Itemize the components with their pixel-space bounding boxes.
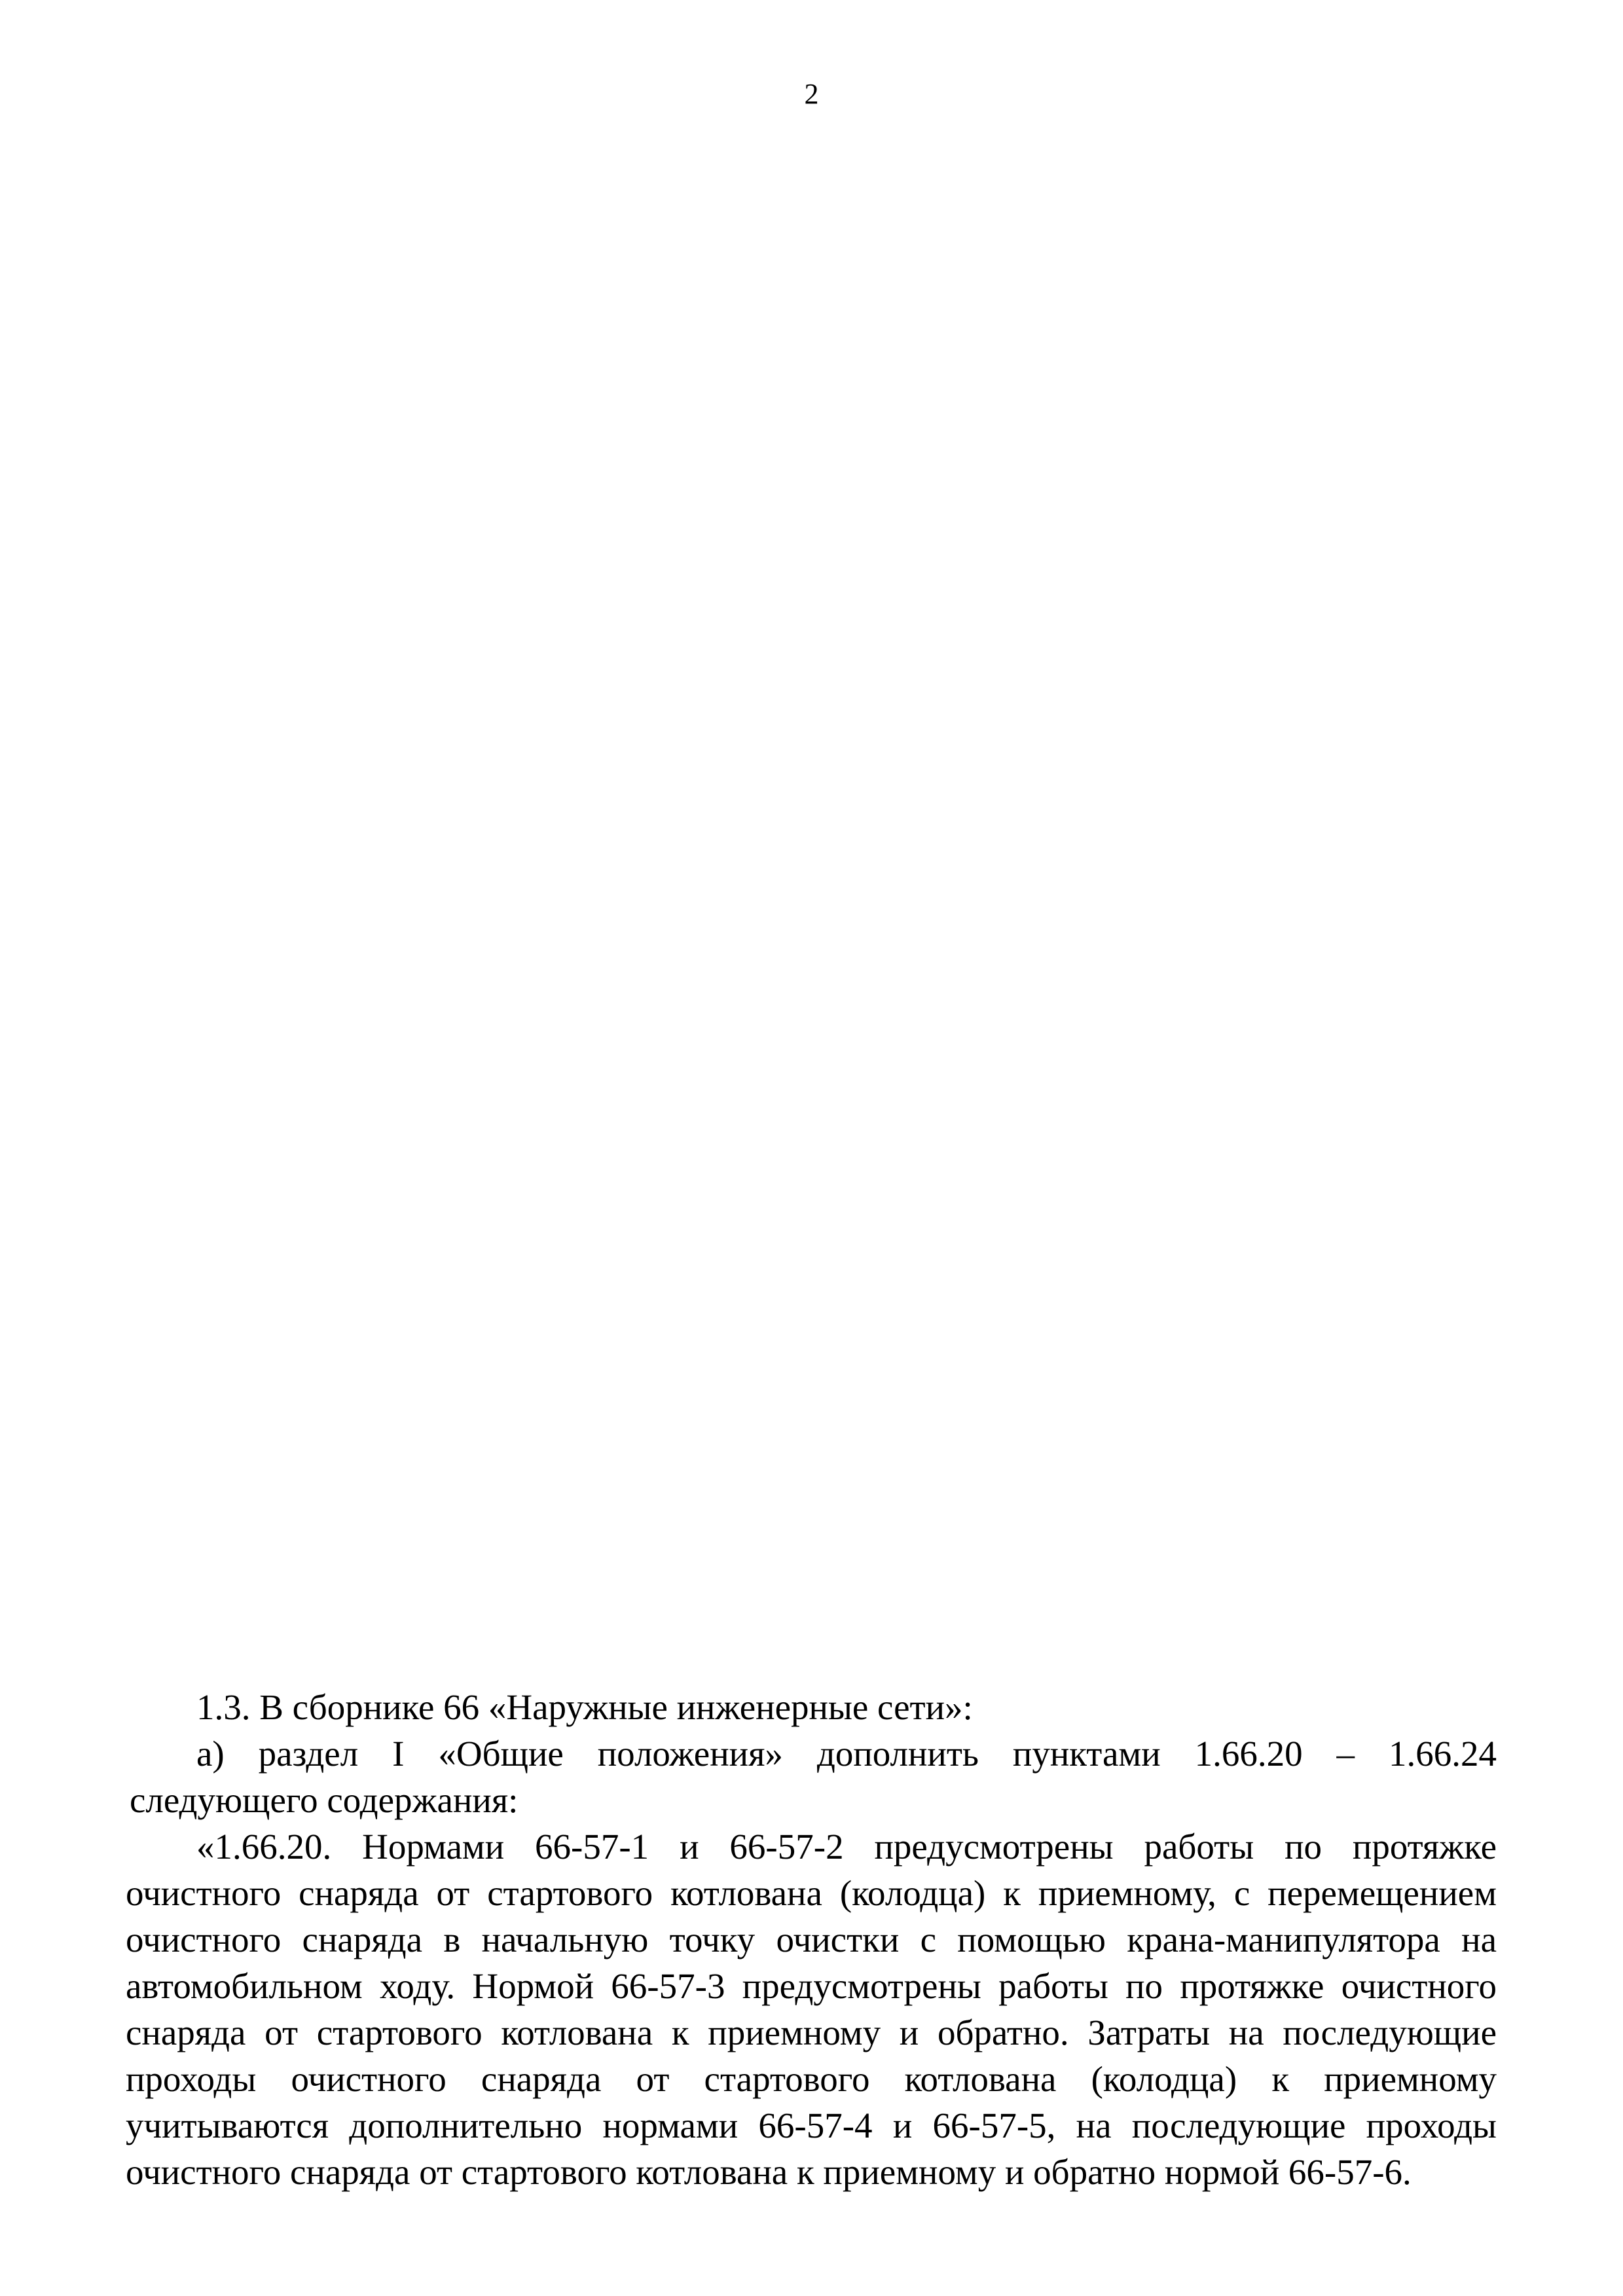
section-heading: 1.3. В сборнике 66 «Наружные инженерные сети»:	[196, 1687, 973, 1727]
document-body	[126, 1684, 1497, 2195]
clause-line: очистного снаряда от стартового котлована (колодца) к приемному, с перемещением	[126, 1873, 1497, 1913]
page-number: 2	[804, 78, 819, 110]
item-a-line-1: а) раздел I «Общие положения» дополнить пунктами 1.66.20 – 1.66.24	[196, 1734, 1497, 1774]
clause-line: проходы очистного снаряда от стартового котлована (колодца) к приемному	[126, 2059, 1497, 2099]
clause-line: учитываются дополнительно нормами 66-57-4 и 66-57-5, на последующие проходы	[126, 2105, 1497, 2145]
clause-line-last: очистного снаряда от стартового котлована к приемному и обратно нормой 66-57-6.	[126, 2152, 1412, 2192]
clause-line: очистного снаряда в начальную точку очистки с помощью крана-манипулятора на	[126, 1920, 1497, 1959]
clause-line: автомобильном ходу. Нормой 66-57-3 предусмотрены работы по протяжке очистного	[126, 1966, 1497, 2006]
clause-line: снаряда от стартового котлована к приемному и обратно. Затраты на последующие	[126, 2013, 1497, 2052]
item-a-line-2: следующего содержания:	[130, 1780, 519, 1820]
clause-line: «1.66.20. Нормами 66-57-1 и 66-57-2 предусмотрены работы по протяжке	[196, 1827, 1497, 1867]
clause-1-66-20	[126, 1823, 1497, 2195]
